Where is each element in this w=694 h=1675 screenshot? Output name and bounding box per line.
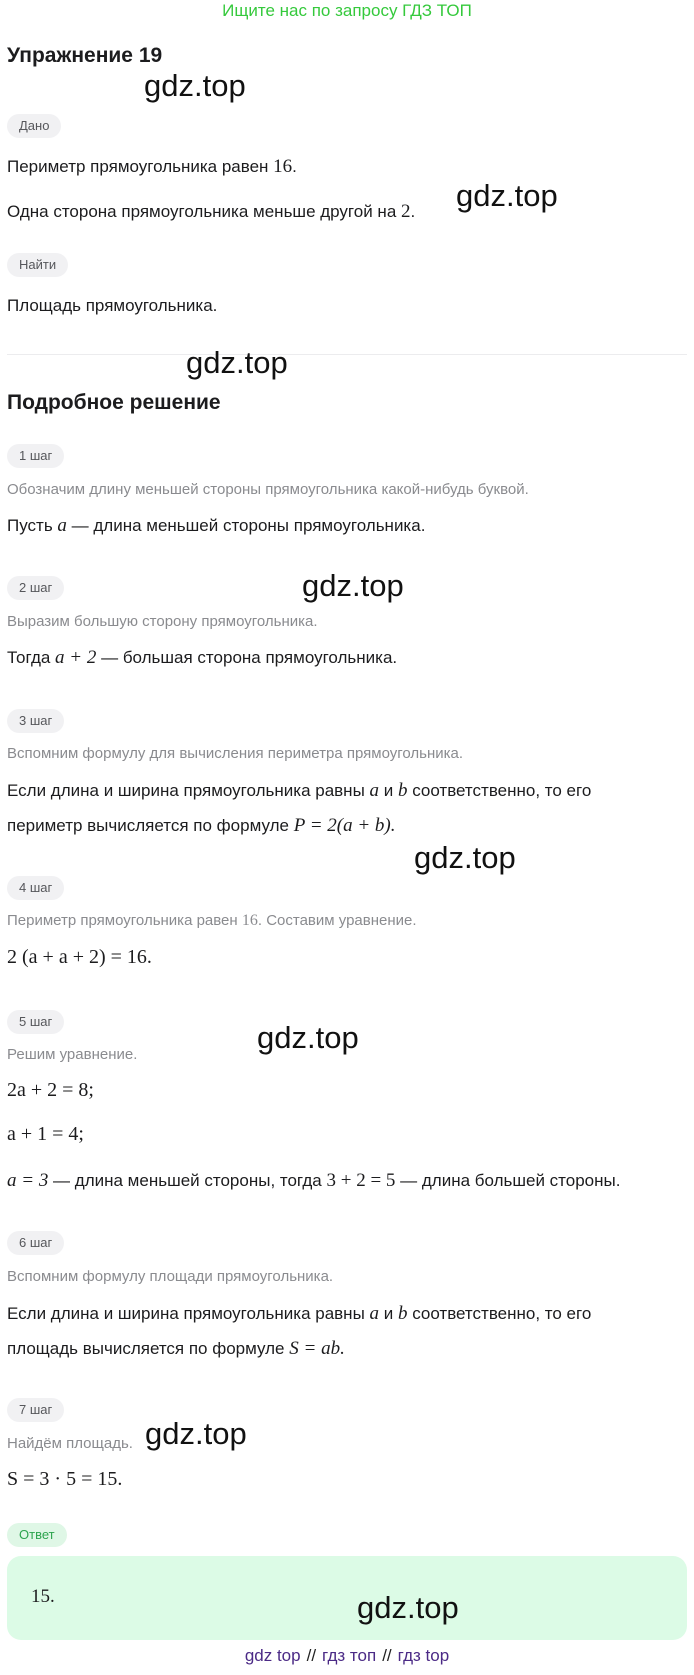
answer-box [7,1556,687,1640]
watermark: gdz.top [456,178,558,213]
footer-link-gdz-top-mixed[interactable]: гдз top [397,1646,450,1665]
find-text: Площадь прямоугольника. [7,296,218,315]
step-1-badge: 1 шаг [7,444,64,468]
step-5-equation-1: 2a + 2 = 8; [7,1079,94,1101]
step-2-hint: Выразим большую сторону прямоугольника. [7,613,318,630]
step-1-text: Пусть a — длина меньшей стороны прямоугольника. [7,515,426,536]
step-5-equation-2: a + 1 = 4; [7,1123,84,1145]
step-1-hint: Обозначим длину меньшей стороны прямоугольника какой-нибудь буквой. [7,481,529,498]
step-3-badge: 3 шаг [7,709,64,733]
step-3-line-1: Если длина и ширина прямоугольника равны a и b соответственно, то его [7,780,592,801]
watermark: gdz.top [357,1590,459,1625]
footer-link-gdz-top[interactable]: gdz top [244,1646,301,1665]
given-line-perimeter: Периметр прямоугольника равен 16. [7,156,297,177]
footer-links [0,1646,694,1666]
watermark: gdz.top [144,68,246,103]
watermark: gdz.top [302,568,404,603]
step-5-result: a = 3 — длина меньшей стороны, тогда 3 + 2 = 5 — длина большей стороны. [7,1170,621,1191]
watermark: gdz.top [414,840,516,875]
step-3-hint: Вспомним формулу для вычисления периметра прямоугольника. [7,745,464,762]
promo-banner: Ищите нас по запросу ГДЗ ТОП [222,1,472,20]
find-badge: Найти [7,253,68,277]
step-2-badge: 2 шаг [7,576,64,600]
step-3-line-2: периметр вычисляется по формуле P = 2(a + b). [7,815,396,836]
watermark: gdz.top [257,1020,359,1055]
step-4-badge: 4 шаг [7,876,64,900]
step-2-text: Тогда a + 2 — большая сторона прямоугольника. [7,647,398,668]
step-7-formula: S = 3 · 5 = 15. [7,1468,123,1490]
step-7-hint: Найдём площадь. [7,1435,133,1452]
given-line-difference: Одна сторона прямоугольника меньше другой на 2. [7,201,416,222]
step-6-badge: 6 шаг [7,1231,64,1255]
step-4-hint: Периметр прямоугольника равен 16. Составим уравнение. [7,912,417,929]
step-5-badge: 5 шаг [7,1010,64,1034]
watermark: gdz.top [186,345,288,380]
section-divider [7,354,687,355]
footer-separator: // [306,1646,317,1665]
answer-value: 15. [31,1586,55,1607]
step-6-line-1: Если длина и ширина прямоугольника равны a и b соответственно, то его [7,1303,592,1324]
given-badge: Дано [7,114,61,138]
step-6-hint: Вспомним формулу площади прямоугольника. [7,1268,334,1285]
step-4-equation: 2 (a + a + 2) = 16. [7,946,152,968]
step-7-badge: 7 шаг [7,1398,64,1422]
step-5-hint: Решим уравнение. [7,1046,138,1063]
answer-badge: Ответ [7,1523,67,1547]
watermark: gdz.top [145,1416,247,1451]
solution-title: Подробное решение [7,391,221,414]
page-title: Упражнение 19 [7,44,163,67]
footer-link-gdz-top-ru[interactable]: гдз топ [322,1646,377,1665]
step-6-line-2: площадь вычисляется по формуле S = ab. [7,1338,345,1359]
footer-separator: // [382,1646,392,1665]
